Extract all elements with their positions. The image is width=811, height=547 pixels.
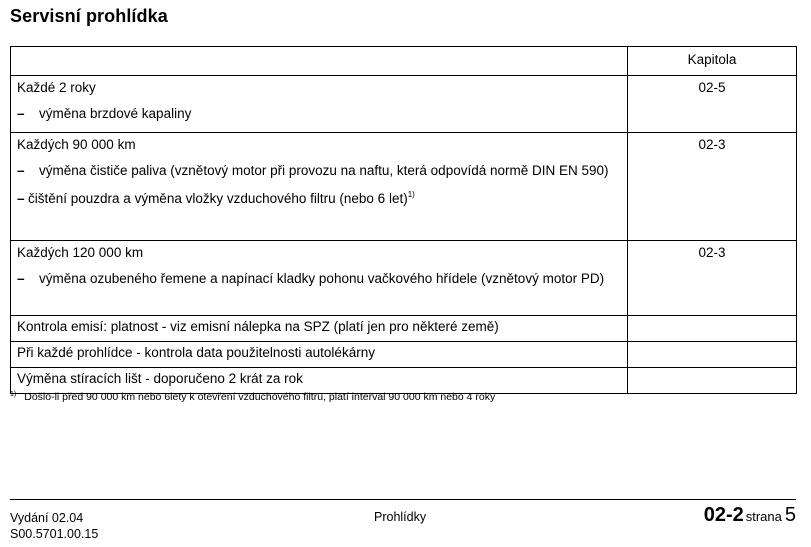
footer-divider bbox=[10, 499, 796, 500]
table-row bbox=[11, 342, 797, 368]
footnote bbox=[10, 391, 495, 403]
description-cell: Kontrola emisí: platnost - viz emisní nálepka na SPZ (platí jen pro některé země) bbox=[11, 316, 628, 342]
chapter-cell bbox=[628, 316, 797, 342]
footer-section: Prohlídky bbox=[374, 510, 427, 524]
table-row bbox=[11, 241, 797, 316]
edition-label: Vydání 02.04 bbox=[10, 511, 84, 525]
dash-bullet: – bbox=[17, 106, 25, 121]
page-title: Servisní prohlídka bbox=[10, 6, 168, 26]
chapter-cell bbox=[628, 342, 797, 368]
description-cell bbox=[11, 133, 628, 241]
document-number: S00.5701.00.15 bbox=[10, 527, 99, 541]
interval-heading: Každých 120 000 km bbox=[17, 245, 144, 260]
dash-bullet: – bbox=[17, 163, 25, 178]
list-item bbox=[17, 163, 621, 179]
footnote-mark: 1) bbox=[10, 391, 17, 398]
interval-heading: Každých 90 000 km bbox=[17, 137, 136, 152]
item-text: výměna ozubeného řemene a napínací kladky pohonu vačkového hřídele (vznětový motor PD) bbox=[39, 271, 605, 286]
table-row bbox=[11, 316, 797, 342]
list-item bbox=[17, 271, 621, 287]
description-cell bbox=[11, 76, 628, 133]
description-cell: Výměna stíracích lišt - doporučeno 2 krát za rok bbox=[11, 368, 628, 394]
dash-bullet: – bbox=[17, 271, 25, 286]
item-text: čištění pouzdra a výměna vložky vzduchového filtru (nebo 6 let) bbox=[28, 191, 408, 206]
table-row bbox=[11, 76, 797, 133]
item-text: výměna čističe paliva (vznětový motor při provozu na naftu, která odpovídá normě DIN EN 590) bbox=[39, 163, 609, 178]
chapter-code: 02-2 bbox=[703, 504, 744, 526]
footer-left bbox=[10, 510, 98, 542]
list-item bbox=[17, 191, 621, 207]
header-description-cell bbox=[11, 47, 628, 76]
chapter-cell: 02-5 bbox=[628, 76, 797, 133]
chapter-cell: 02-3 bbox=[628, 133, 797, 241]
footnote-ref: 1) bbox=[407, 190, 415, 199]
footnote-text: Došlo-li před 90 000 km nebo 6lety k otevření vzduchového filtru, platí interval 90 000 km nebo 4 roky bbox=[24, 391, 496, 403]
header-chapter-cell: Kapitola bbox=[628, 47, 797, 76]
item-text: výměna brzdové kapaliny bbox=[39, 106, 192, 121]
chapter-cell bbox=[628, 368, 797, 394]
list-item bbox=[17, 106, 621, 122]
interval-heading: Každé 2 roky bbox=[17, 80, 96, 95]
chapter-cell: 02-3 bbox=[628, 241, 797, 316]
table-header-row bbox=[11, 47, 797, 76]
description-cell: Při každé prohlídce - kontrola data použitelnosti autolékárny bbox=[11, 342, 628, 368]
page-word: strana bbox=[745, 509, 782, 524]
table-row bbox=[11, 133, 797, 241]
page-number: 5 bbox=[784, 504, 796, 526]
description-cell bbox=[11, 241, 628, 316]
footer-page-info bbox=[704, 504, 796, 527]
table-row bbox=[11, 368, 797, 394]
service-table bbox=[10, 46, 797, 394]
dash-bullet: – bbox=[17, 191, 25, 206]
